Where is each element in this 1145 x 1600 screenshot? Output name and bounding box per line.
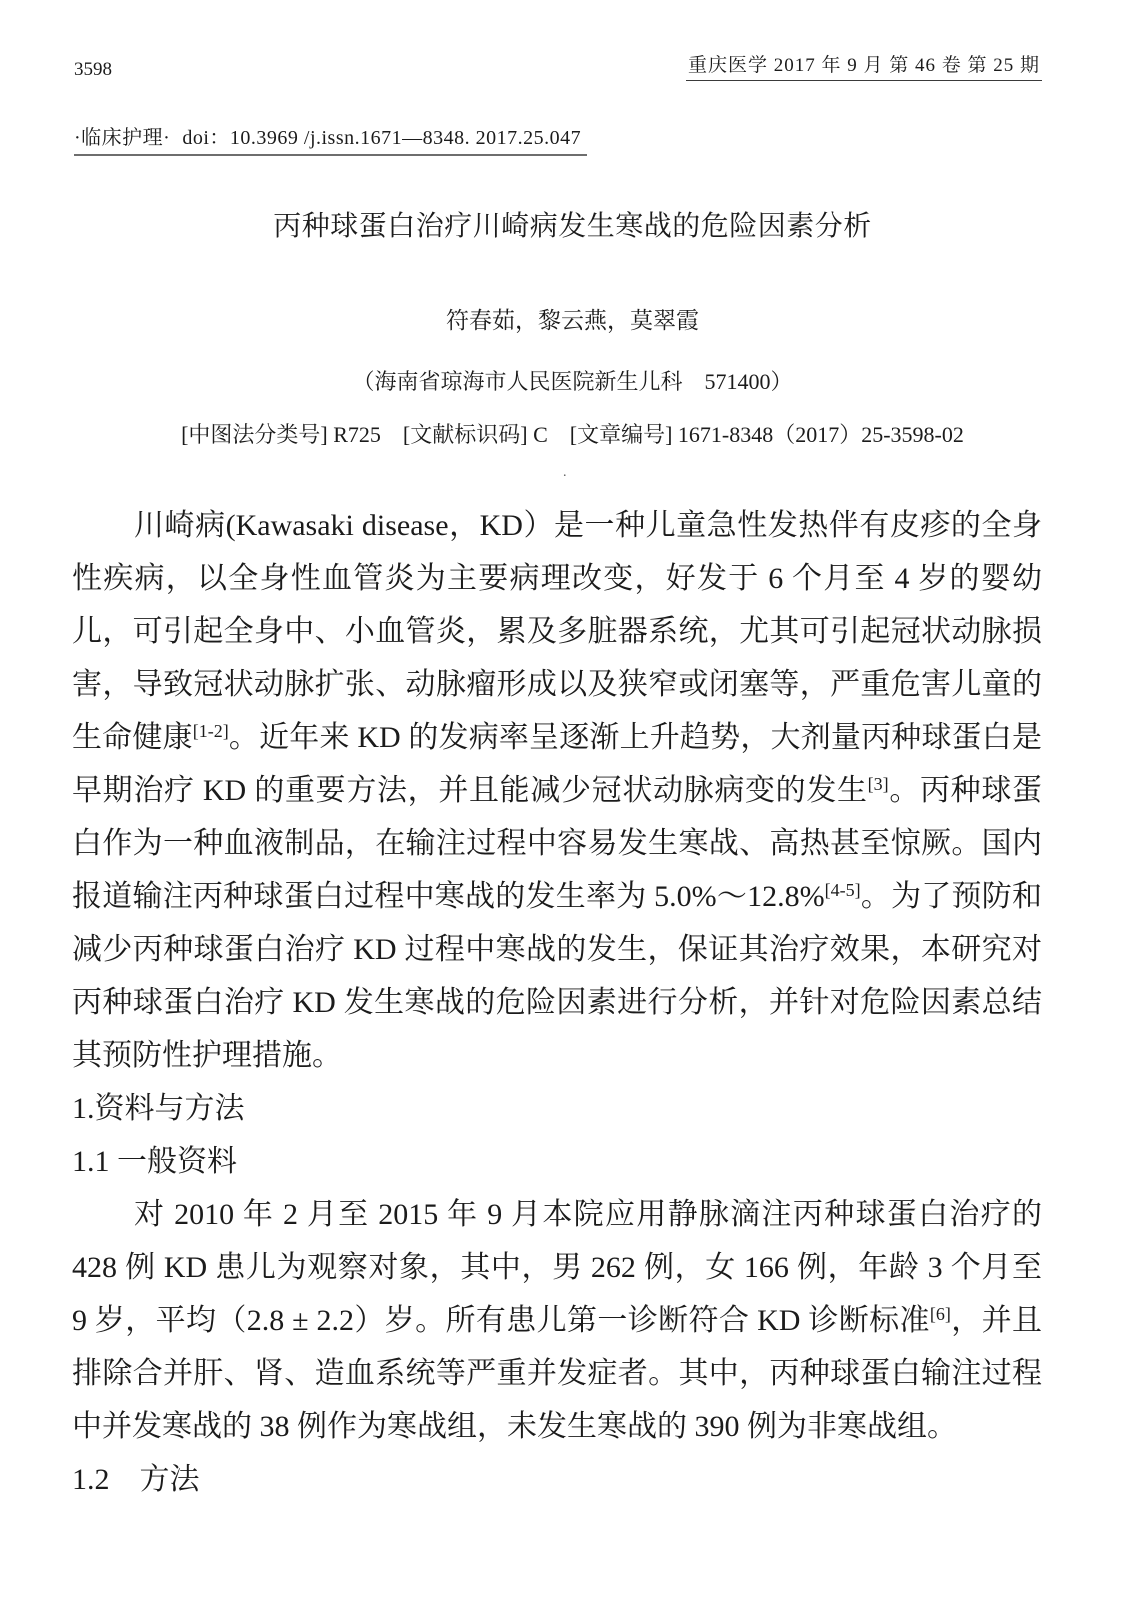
authors-line: 符春茹，黎云燕，莫翠霞 bbox=[446, 308, 699, 333]
article-title: 丙种球蛋白治疗川崎病发生寒战的危险因素分析 bbox=[273, 211, 872, 242]
heading-materials-methods: 1.资料与方法 bbox=[72, 1092, 245, 1125]
article-body bbox=[72, 499, 1042, 1506]
section-label: ·临床护理· bbox=[74, 127, 171, 149]
paragraph-general-data: 对 2010 年 2 月至 2015 年 9 月本院应用静脉滴注丙种球蛋白治疗的 428 例 KD 患儿为观察对象，其中，男 262 例，女 166 例，年龄 3 个月至 9 岁，平均（2.8 ± 2.2）岁。所有患儿第一诊断符合 KD 诊断标准[6]，并且排除合并肝、肾、造血系统等严重并发症者。其中，丙种球蛋白输注过程中并发寒战的 38 例作为寒战组，未发生寒战的 390 例为非寒战组。 bbox=[72, 1198, 1043, 1443]
meta-row bbox=[74, 121, 1145, 156]
running-header bbox=[0, 0, 1145, 81]
heading-general-data: 1.1 一般资料 bbox=[72, 1145, 237, 1178]
section-doi-line bbox=[74, 121, 587, 156]
affiliation-line: （海南省琼海市人民医院新生儿科 571400） bbox=[352, 369, 793, 394]
classification-line: [中图法分类号] R725 [文献标识码] C [文章编号] 1671-8348（2017）25-3598-02 bbox=[181, 422, 964, 447]
heading-method: 1.2 方法 bbox=[72, 1463, 200, 1496]
page-number: 3598 bbox=[74, 59, 112, 80]
stray-print-dot: . bbox=[563, 465, 567, 480]
paragraph-introduction: 川崎病(Kawasaki disease，KD）是一种儿童急性发热伴有皮疹的全身性疾病，以全身性血管炎为主要病理改变，好发于 6 个月至 4 岁的婴幼儿，可引起全身中、小血管炎，累及多脏器系统，尤其可引起冠状动脉损害，导致冠状动脉扩张、动脉瘤形成以及狭窄或闭塞等，严重危害儿童的生命健康[1-2]。近年来 KD 的发病率呈逐渐上升趋势，大剂量丙种球蛋白是早期治疗 KD 的重要方法，并且能减少冠状动脉病变的发生[3]。丙种球蛋白作为一种血液制品，在输注过程中容易发生寒战、高热甚至惊厥。国内报道输注丙种球蛋白过程中寒战的发生率为 5.0%～12.8%[4-5]。为了预防和减少丙种球蛋白治疗 KD 过程中寒战的发生，保证其治疗效果，本研究对丙种球蛋白治疗 KD 发生寒战的危险因素进行分析，并针对危险因素总结其预防性护理措施。 bbox=[72, 509, 1043, 1072]
doi-text: doi：10.3969 /j.issn.1671—8348. 2017.25.047 bbox=[182, 127, 582, 149]
journal-reference: 重庆医学 2017 年 9 月 第 46 卷 第 25 期 bbox=[686, 50, 1042, 81]
